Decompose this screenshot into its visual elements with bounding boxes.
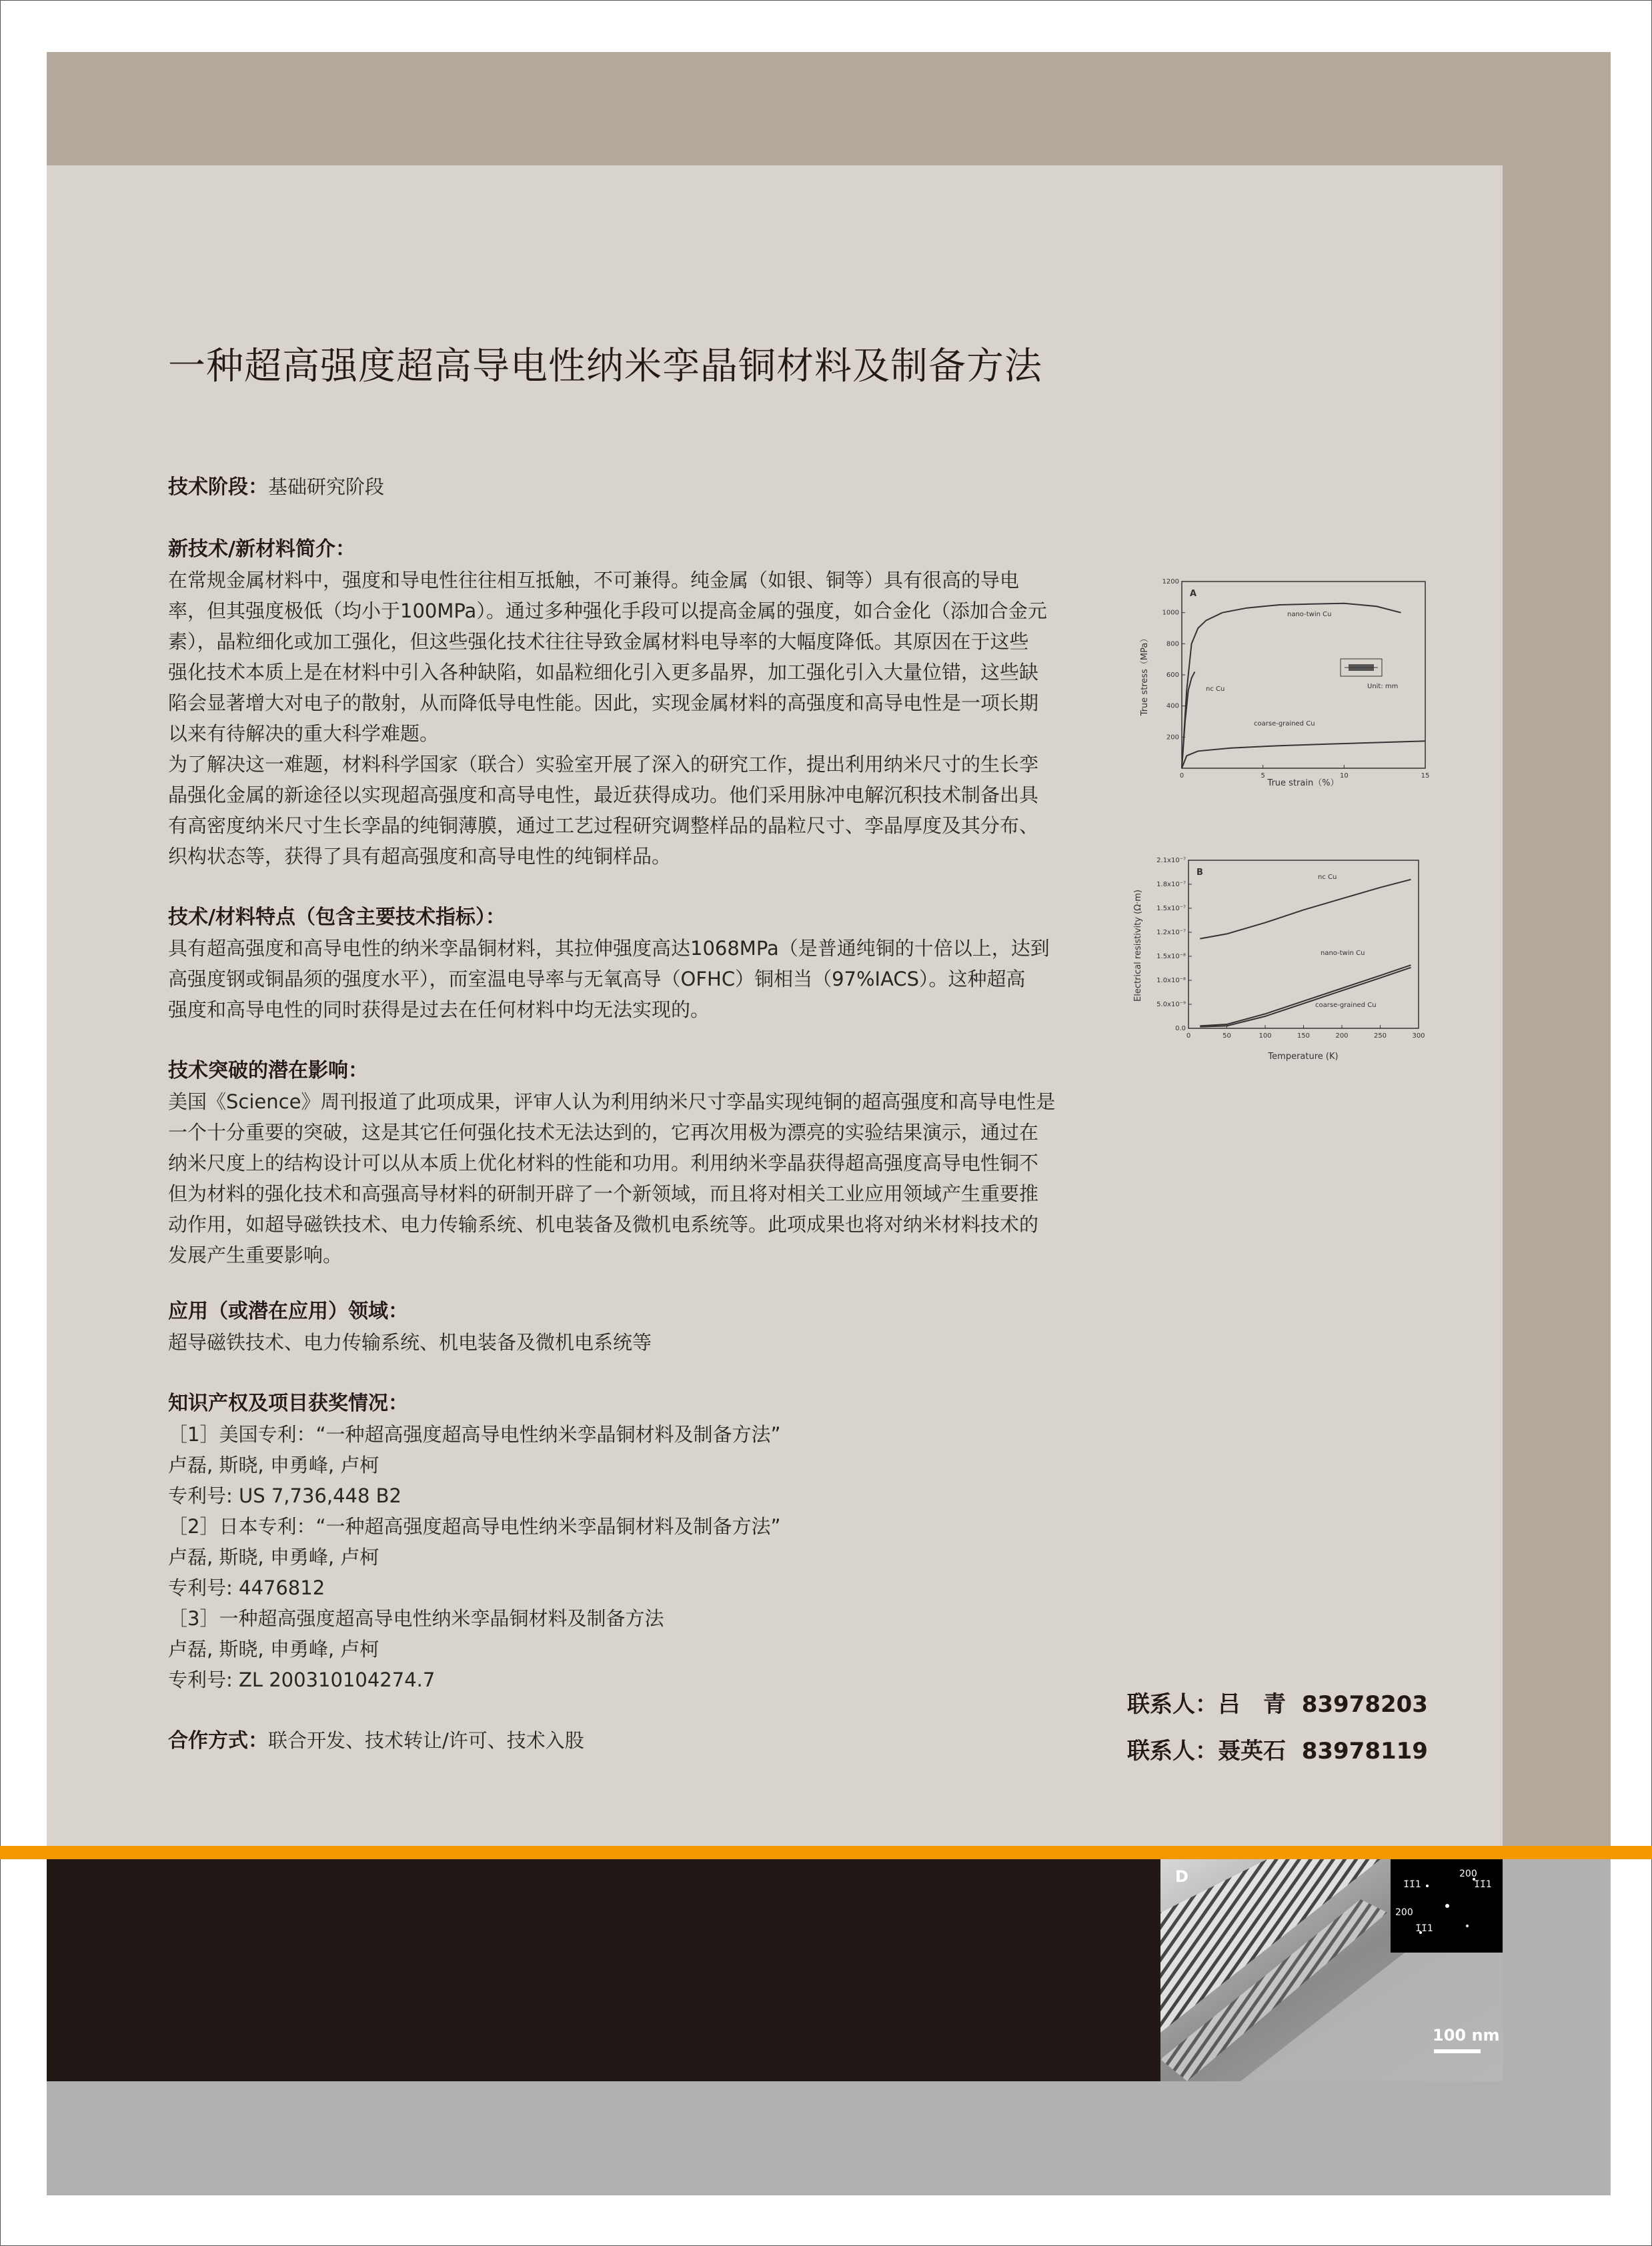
ip-line: 专利号: ZL 200310104274.7: [168, 1668, 436, 1691]
impact-line: 一个十分重要的突破，这是其它任何强化技术无法达到的，它再次用极为漂亮的实验结果演示，通过在: [168, 1121, 1039, 1144]
a-series-line: [1182, 741, 1425, 768]
intro-line: 有高密度纳米尺寸生长孪晶的纯铜薄膜，通过工艺过程研究调整样品的晶粒尺寸、孪晶厚度及其分布、: [168, 814, 1039, 837]
features-line: 具有超高强度和高导电性的纳米孪晶铜材料，其拉伸强度高达1068MPa（是普通纯铜的十倍以上，达到: [168, 937, 1050, 960]
ip-line: 卢磊, 斯晓, 申勇峰, 卢柯: [168, 1454, 379, 1476]
cooperation-section: [168, 1725, 1075, 1757]
scale-bar-label: 100 nm: [1433, 2026, 1500, 2045]
impact-line: 但为材料的强化技术和高强高导材料的研制开辟了一个新领域，而且将对相关工业应用领域产生重要推: [168, 1182, 1039, 1205]
intro-line: 晶强化金属的新途径以实现超高强度和高导电性，最近获得成功。他们采用脉冲电解沉积技术制备出具: [168, 784, 1039, 806]
diffraction-label: 1̄1̄1: [1403, 1879, 1421, 1890]
b-ytick-label: 1.5x10⁻⁷: [1156, 905, 1186, 912]
intro-line: 在常规金属材料中，强度和导电性往往相互抵触，不可兼得。纯金属（如银、铜等）具有很高的导电: [168, 569, 1020, 592]
resistivity-chart: [1127, 847, 1447, 1067]
a-xtick-label: 5: [1261, 772, 1265, 780]
contact-name: 聂英石: [1218, 1738, 1286, 1765]
chart-a-panel-label: A: [1190, 589, 1197, 599]
intro-line: 为了解决这一难题，材料科学国家（联合）实验室开展了深入的研究工作，提出利用纳米尺寸的生长孪: [168, 753, 1039, 776]
ip-line: 专利号: US 7,736,448 B2: [168, 1484, 401, 1507]
application-value: 超导磁铁技术、电力传输系统、机电装备及微机电系统等: [168, 1331, 652, 1354]
b-ytick-label: 1.0x10⁻⁸: [1156, 977, 1186, 984]
features-label: 技术/材料特点（包含主要技术指标）：: [168, 906, 506, 929]
chart-b-panel-label: B: [1196, 868, 1203, 878]
intro-line: 率，但其强度极低（均小于100MPa）。通过多种强化手段可以提高金属的强度，如合金化（添加合金元: [168, 600, 1047, 622]
inset-unit-label: Unit: mm: [1367, 683, 1399, 690]
stage-value: 基础研究阶段: [268, 475, 385, 498]
b-xtick-label: 250: [1373, 1032, 1387, 1040]
a-ytick-label: 1000: [1162, 609, 1179, 617]
b-xtick-label: 200: [1335, 1032, 1349, 1040]
contact-1: [1127, 1686, 1428, 1719]
tem-panel-label: D: [1175, 1867, 1188, 1886]
features-section: [168, 902, 1075, 1025]
stress-strain-chart: [1127, 574, 1447, 794]
impact-line: 发展产生重要影响。: [168, 1244, 343, 1266]
intro-line: 陷会显著增大对电子的散射，从而降低导电性能。因此，实现金属材料的高强度和高导电性是一项长期: [168, 692, 1039, 714]
impact-section: [168, 1056, 1075, 1270]
contact-label: 联系人：: [1127, 1738, 1218, 1765]
a-ytick-label: 600: [1166, 672, 1179, 679]
chart-a-xlabel: True strain（%）: [1267, 778, 1339, 788]
ip-line: ［2］日本专利：“一种超高强度超高导电性纳米孪晶铜材料及制备方法”: [168, 1515, 781, 1538]
b-xtick-label: 0: [1186, 1032, 1191, 1040]
diffraction-label: 1̄1̄1: [1415, 1923, 1433, 1934]
b-ytick-label: 0.0: [1175, 1025, 1186, 1032]
ip-line: ［1］美国专利：“一种超高强度超高导电性纳米孪晶铜材料及制备方法”: [168, 1423, 781, 1446]
a-ytick-label: 1200: [1162, 578, 1179, 586]
a-legend-label: nc Cu: [1206, 686, 1225, 693]
intro-label: 新技术/新材料简介：: [168, 537, 355, 561]
ip-line: 卢磊, 斯晓, 申勇峰, 卢柯: [168, 1546, 379, 1568]
ip-label: 知识产权及项目获奖情况：: [168, 1392, 408, 1415]
stage-label: 技术阶段：: [168, 475, 268, 499]
a-xtick-label: 0: [1179, 772, 1184, 780]
chart-a-ylabel: True stress（MPa）: [1140, 634, 1150, 716]
a-legend-label: nano-twin Cu: [1287, 611, 1332, 618]
tensile-specimen-inset: [1341, 659, 1398, 690]
application-section: [168, 1296, 1075, 1358]
b-legend-label: nano-twin Cu: [1321, 950, 1365, 957]
b-ytick-label: 1.8x10⁻⁷: [1156, 881, 1186, 888]
b-legend-label: coarse-grained Cu: [1315, 1002, 1377, 1009]
b-ytick-label: 2.1x10⁻⁷: [1156, 857, 1186, 864]
a-ytick-label: 400: [1166, 702, 1179, 710]
stage-section: [168, 471, 1075, 503]
cooperation-label: 合作方式：: [168, 1729, 268, 1753]
diffraction-label: 200: [1395, 1907, 1413, 1918]
b-ytick-label: 1.2x10⁻⁷: [1156, 929, 1186, 936]
intro-line: 强化技术本质上是在材料中引入各种缺陷，如晶粒细化引入更多晶界，加工强化引入大量位错，这些缺: [168, 661, 1039, 684]
impact-label: 技术突破的潜在影响：: [168, 1059, 368, 1082]
b-series-line: [1200, 880, 1411, 939]
contact-label: 联系人：: [1127, 1691, 1218, 1718]
b-xtick-label: 300: [1412, 1032, 1425, 1040]
application-label: 应用（或潜在应用）领域：: [168, 1300, 408, 1323]
a-xtick-label: 10: [1339, 772, 1349, 780]
diffraction-label: 1̄1̄1: [1474, 1879, 1492, 1890]
impact-line: 美国《Science》周刊报道了此项成果，评审人认为利用纳米尺寸孪晶实现纯铜的超高强度和高导电性是: [168, 1090, 1056, 1113]
b-legend-label: nc Cu: [1318, 874, 1337, 881]
cooperation-value: 联合开发、技术转让/许可、技术入股: [268, 1729, 584, 1752]
b-ytick-label: 1.5x10⁻⁸: [1156, 953, 1186, 960]
ip-line: 卢磊, 斯晓, 申勇峰, 卢柯: [168, 1638, 379, 1660]
tem-micrograph: [1160, 1859, 1503, 2081]
chart-b-ylabel: Electrical resistivity (Ω·m): [1133, 890, 1143, 1002]
ip-line: ［3］一种超高强度超高导电性纳米孪晶铜材料及制备方法: [168, 1607, 664, 1630]
contact-2: [1127, 1733, 1428, 1765]
a-ytick-label: 200: [1166, 734, 1179, 742]
b-xtick-label: 100: [1259, 1032, 1272, 1040]
ip-section: [168, 1388, 1075, 1695]
intro-line: 以来有待解决的重大科学难题。: [168, 722, 440, 745]
contact-name: 吕 青: [1218, 1691, 1286, 1718]
features-line: 强度和高导电性的同时获得是过去在任何材料中均无法实现的。: [168, 998, 710, 1021]
impact-line: 纳米尺度上的结构设计可以从本质上优化材料的性能和功用。利用纳米孪晶获得超高强度高导电性铜不: [168, 1152, 1039, 1174]
diffraction-label: 200: [1459, 1869, 1477, 1879]
features-line: 高强度钢或铜晶须的强度水平），而室温电导率与无氧高导（OFHC）铜相当（97%IACS）。这种超高: [168, 968, 1026, 990]
b-xtick-label: 150: [1297, 1032, 1311, 1040]
intro-section: [168, 534, 1075, 872]
contact-phone: 83978119: [1301, 1738, 1428, 1765]
tem-image: [1160, 1859, 1503, 2081]
b-xtick-label: 50: [1222, 1032, 1231, 1040]
a-xtick-label: 15: [1421, 772, 1430, 780]
chart-b-xlabel: Temperature (K): [1268, 1052, 1339, 1062]
impact-line: 动作用，如超导磁铁技术、电力传输系统、机电装备及微机电系统等。此项成果也将对纳米材料技术的: [168, 1213, 1039, 1236]
page-title: 一种超高强度超高导电性纳米孪晶铜材料及制备方法: [168, 345, 1042, 388]
intro-line: 织构状态等，获得了具有超高强度和高导电性的纯铜样品。: [168, 845, 672, 868]
orange-divider: [0, 1846, 1652, 1859]
a-ytick-label: 800: [1166, 640, 1179, 648]
a-legend-label: coarse-grained Cu: [1254, 720, 1315, 728]
contact-phone: 83978203: [1301, 1691, 1428, 1718]
b-ytick-label: 5.0x10⁻⁹: [1156, 1001, 1186, 1008]
ip-line: 专利号: 4476812: [168, 1576, 325, 1599]
b-series-line: [1200, 965, 1411, 1026]
intro-line: 素），晶粒细化或加工强化，但这些强化技术往往导致金属材料电导率的大幅度降低。其原因在于这些: [168, 630, 1029, 653]
